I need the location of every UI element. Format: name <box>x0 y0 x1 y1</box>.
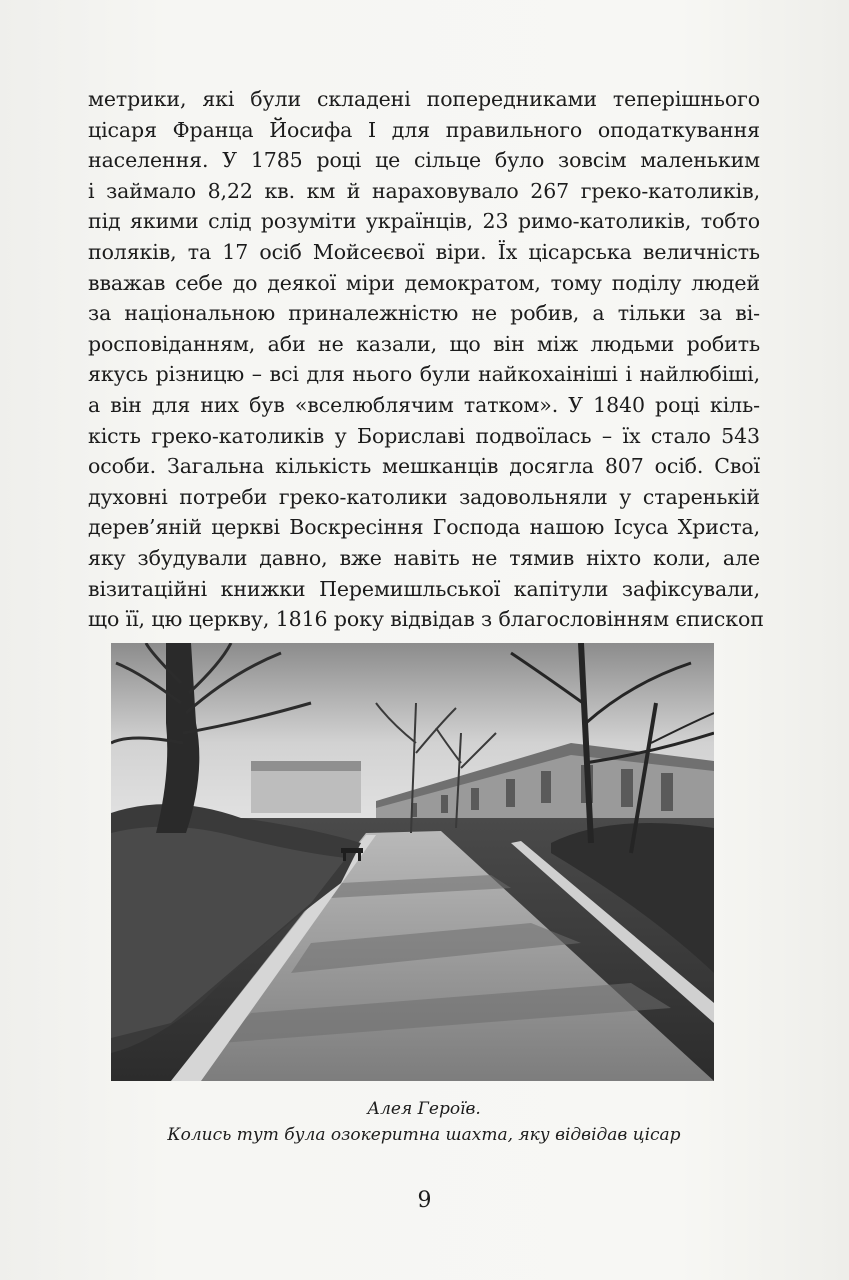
text-line: за національною приналежністю не робив, а тільки за ві- <box>88 301 760 326</box>
alley-photo <box>111 643 714 1081</box>
text-line: населення. У 1785 році це сільце було зовсім маленьким <box>88 148 760 173</box>
text-line: вважав себе до деякої міри демократом, тому поділу людей <box>88 270 760 295</box>
text-line: поляків, та 17 осіб Мойсеєвої віри. Їх цісарська величність <box>88 239 760 264</box>
text-line: що її, цю церкву, 1816 року відвідав з благословінням єпископ <box>88 607 764 632</box>
text-line: росповіданням, аби не казали, що він між людьми робить <box>88 331 760 356</box>
text-line: духовні потреби греко-католики задовольняли у старенькій <box>88 484 760 509</box>
text-line: під якими слід розуміти українців, 23 римо-католиків, тобто <box>88 209 760 234</box>
figure-caption-subtitle: Колись тут була озокеритна шахта, яку відвідав цісар <box>167 1125 681 1145</box>
alley-photo-illustration <box>111 643 714 1081</box>
text-line: візитаційні книжки Перемишльської капітули зафіксували, <box>88 576 760 601</box>
text-line: метрики, які були складені попередниками теперішнього <box>88 87 760 111</box>
page-number: 9 <box>417 1188 432 1213</box>
text-line: кість греко-католиків у Бориславі подвоїлась – їх стало 543 <box>88 423 760 448</box>
text-line: дерев’яній церкві Воскресіння Господа нашою Ісуса Христа, <box>88 515 760 540</box>
text-line: яку збудували давно, вже навіть не тямив ніхто коли, але <box>88 545 760 570</box>
text-line: цісаря Франца Йосифа I для правильного оподаткування <box>88 117 760 142</box>
body-text <box>88 84 764 635</box>
figure-caption-title: Алея Героїв. <box>367 1099 481 1119</box>
text-line: якусь різницю – всі для нього були найкохаініші і найлюбіші, <box>88 362 760 387</box>
text-line: і займало 8,22 кв. км й нараховувало 267 греко-католиків, <box>88 178 760 203</box>
text-line: особи. Загальна кількість мешканців досягла 807 осіб. Свої <box>88 454 760 479</box>
text-line: а він для них був «вселюблячим татком». У 1840 році кіль- <box>88 392 760 417</box>
